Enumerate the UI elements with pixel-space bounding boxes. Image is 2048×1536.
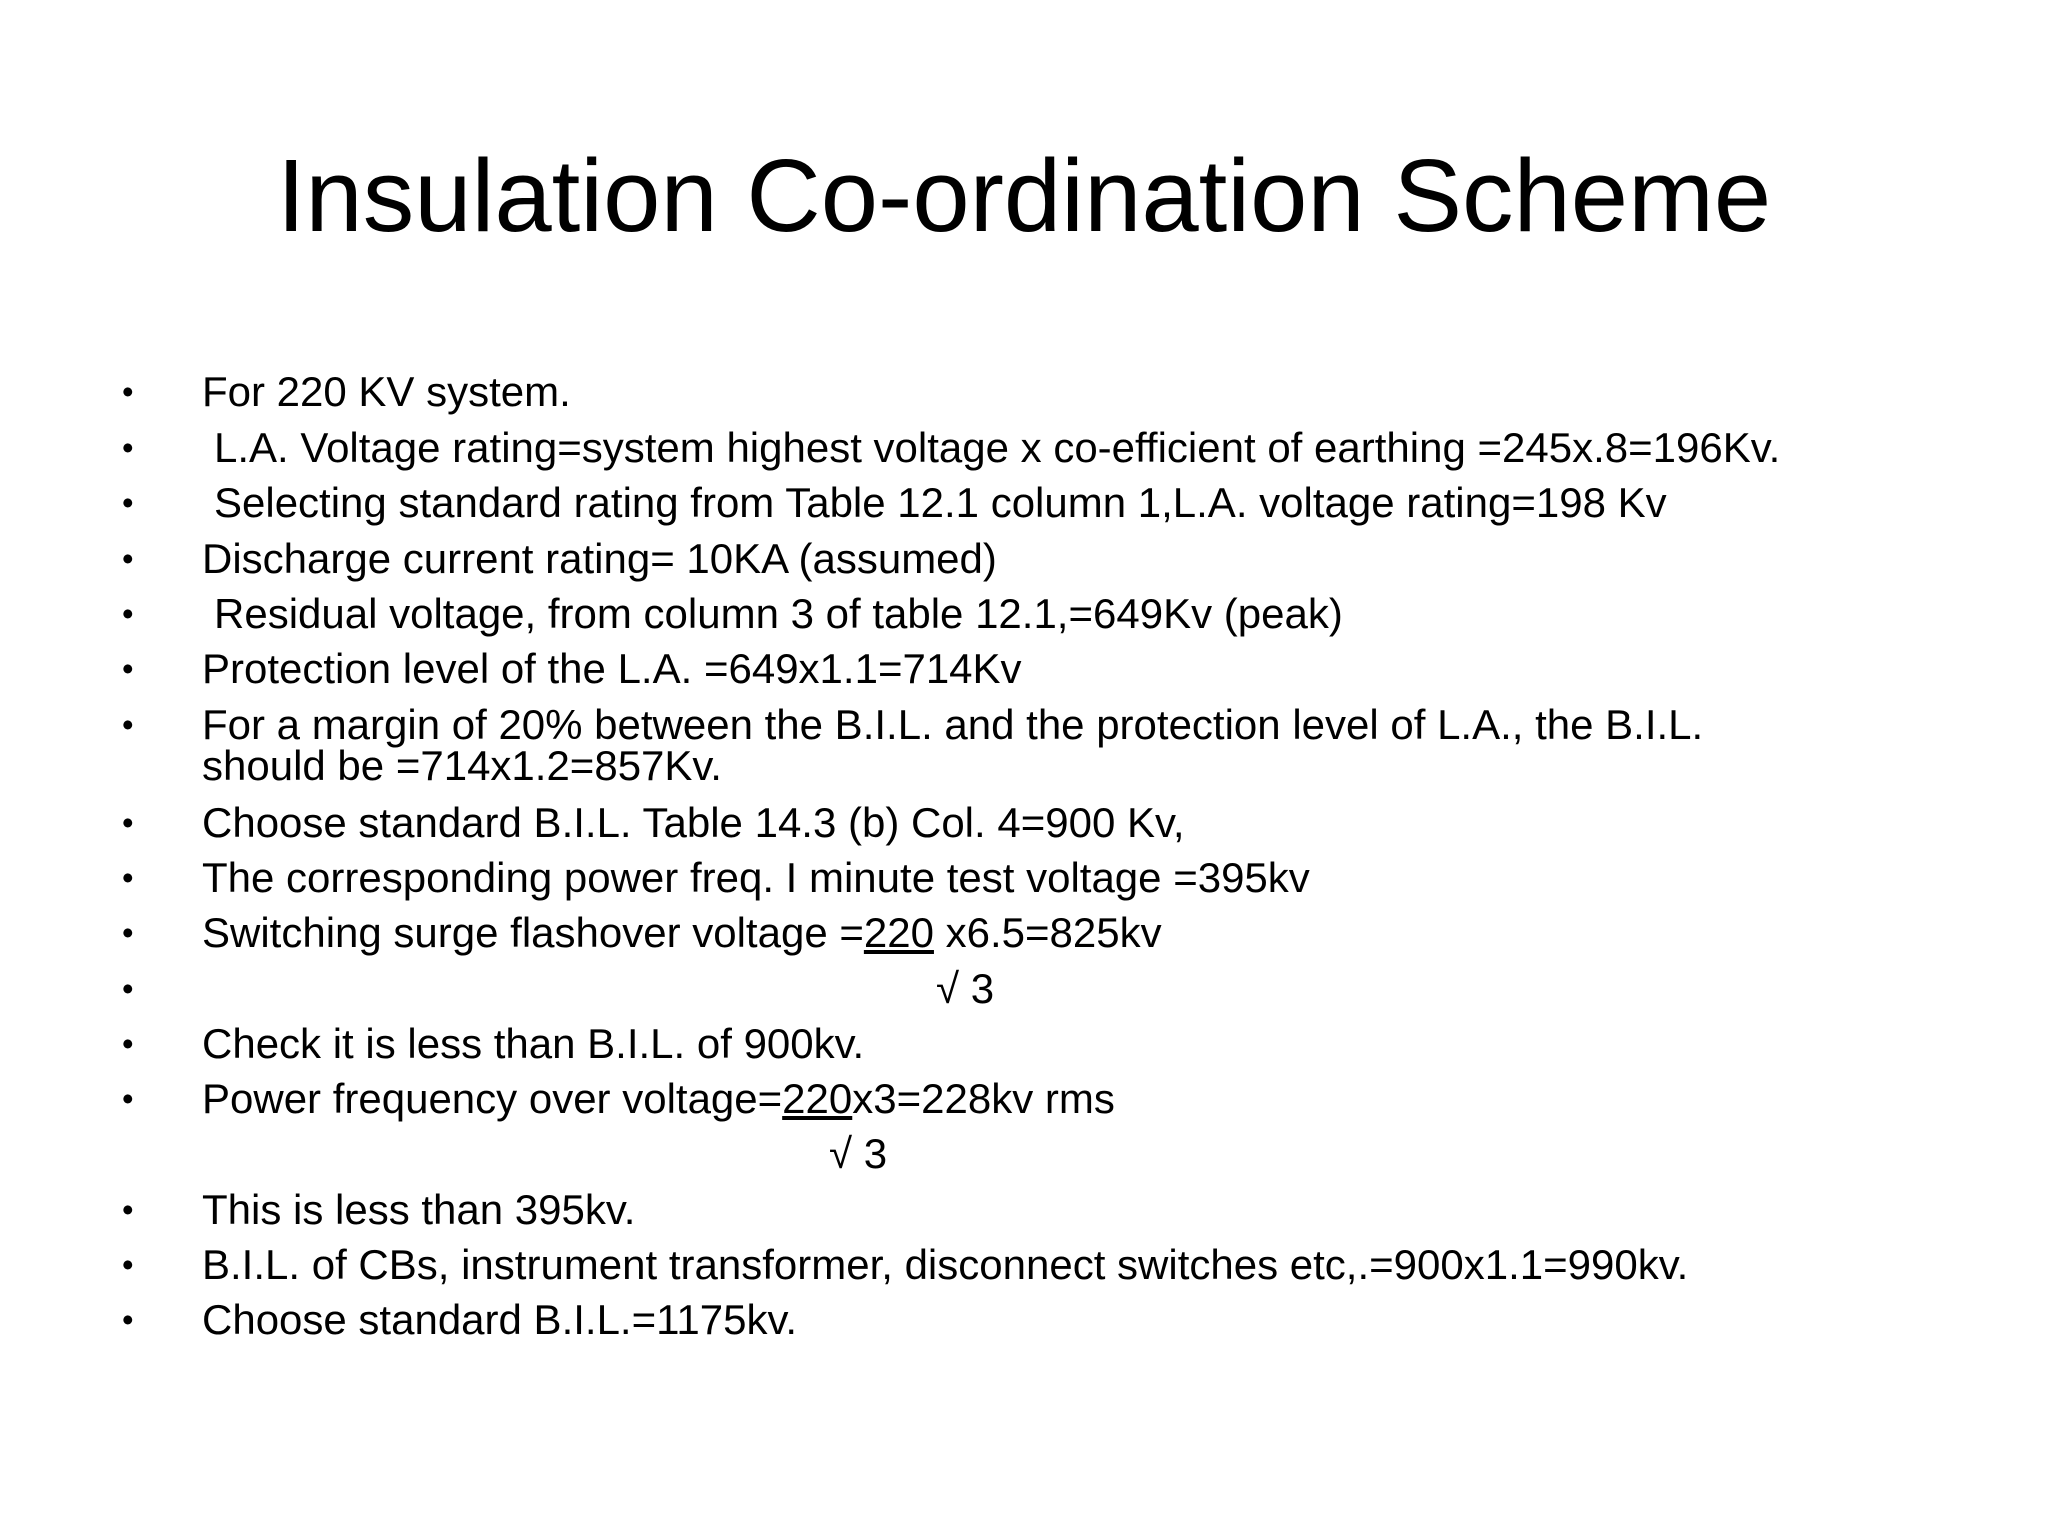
bullet-icon: • xyxy=(122,595,134,632)
bullet-icon: • xyxy=(122,914,134,951)
bullet-icon: • xyxy=(122,804,134,841)
bullet-text xyxy=(202,1075,1115,1122)
bullet-text: This is less than 395kv. xyxy=(202,1186,636,1233)
bullet-icon: • xyxy=(122,706,134,743)
bullet-icon: • xyxy=(122,650,134,687)
bullet-text-line-2: should be =714x1.2=857Kv. xyxy=(202,742,722,789)
bullet-text: Choose standard B.I.L.=1175kv. xyxy=(202,1296,797,1343)
formula-denominator: √ 3 xyxy=(829,1130,888,1177)
bullet-icon: • xyxy=(122,970,134,1007)
bullet-icon: • xyxy=(122,1191,134,1228)
bullet-text: Discharge current rating= 10KA (assumed) xyxy=(202,535,997,582)
bullet-text-line-1: For a margin of 20% between the B.I.L. and the protection level of L.A., the B.I.L. xyxy=(202,701,1704,748)
bullet-text xyxy=(202,909,1162,956)
formula-denominator: √ 3 xyxy=(936,965,995,1012)
formula-prefix: Switching surge flashover voltage = xyxy=(202,909,864,956)
formula-numerator: 220 xyxy=(782,1075,853,1122)
formula-suffix: x6.5=825kv xyxy=(933,909,1162,956)
bullet-icon: • xyxy=(122,1080,134,1117)
formula-suffix: x3=228kv rms xyxy=(852,1075,1115,1122)
bullet-icon: • xyxy=(122,484,134,521)
bullet-text: Choose standard B.I.L. Table 14.3 (b) Col. 4=900 Kv, xyxy=(202,799,1185,846)
bullet-text xyxy=(202,701,1704,789)
bullet-text: L.A. Voltage rating=system highest voltage x co-efficient of earthing =245x.8=196Kv. xyxy=(214,424,1781,471)
bullet-text: Selecting standard rating from Table 12.1 column 1,L.A. voltage rating=198 Kv xyxy=(214,479,1667,526)
bullet-icon: • xyxy=(122,1025,134,1062)
bullet-icon: • xyxy=(122,373,134,410)
bullet-icon: • xyxy=(122,859,134,896)
bullet-icon: • xyxy=(122,429,134,466)
bullet-icon: • xyxy=(122,1246,134,1283)
bullet-text: Check it is less than B.I.L. of 900kv. xyxy=(202,1020,865,1067)
bullet-text: Residual voltage, from column 3 of table 12.1,=649Kv (peak) xyxy=(214,590,1343,637)
bullet-text: The corresponding power freq. I minute test voltage =395kv xyxy=(202,854,1310,901)
slide-title: Insulation Co-ordination Scheme xyxy=(276,138,1772,253)
bullet-text: B.I.L. of CBs, instrument transformer, disconnect switches etc,.=900x1.1=990kv. xyxy=(202,1241,1689,1288)
formula-prefix: Power frequency over voltage= xyxy=(202,1075,783,1122)
bullet-icon: • xyxy=(122,1301,134,1338)
formula-numerator: 220 xyxy=(863,909,934,956)
bullet-text: For 220 KV system. xyxy=(202,368,571,415)
bullet-icon: • xyxy=(122,540,134,577)
bullet-text: Protection level of the L.A. =649x1.1=714Kv xyxy=(202,645,1022,692)
